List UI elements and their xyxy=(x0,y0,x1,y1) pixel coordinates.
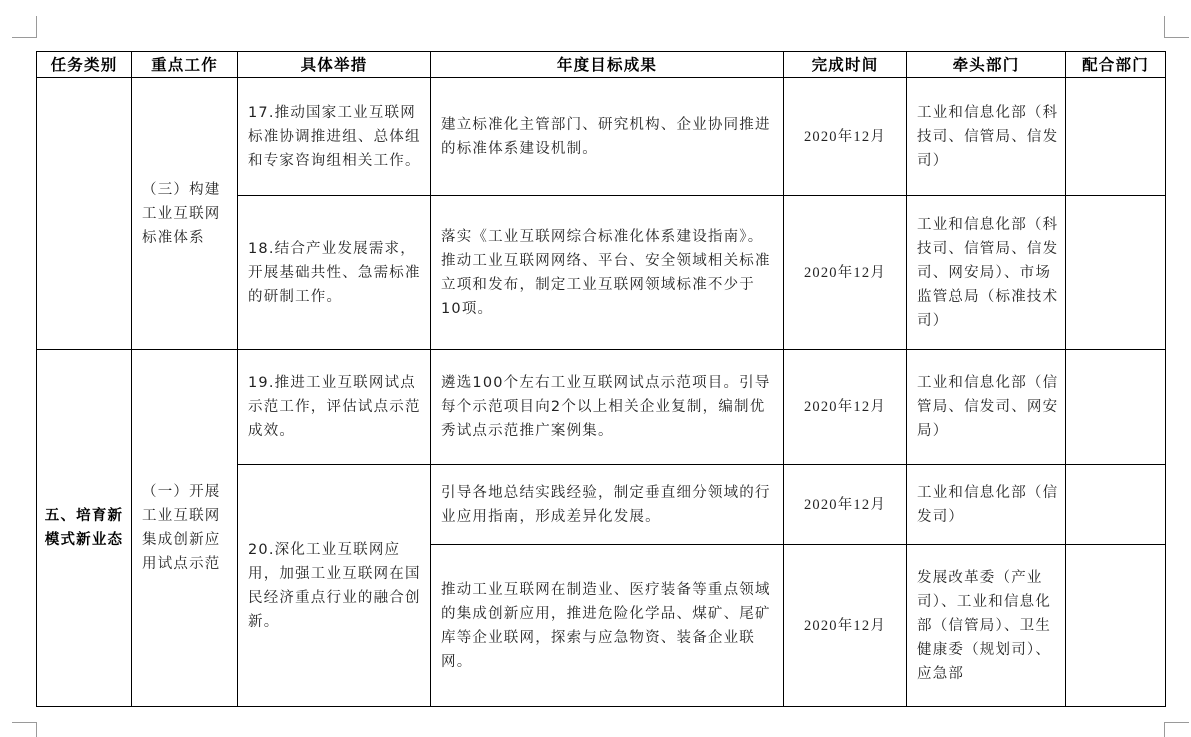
crop-mark-bottom-right-h xyxy=(1164,722,1189,723)
header-coop: 配合部门 xyxy=(1066,52,1166,78)
time-cell: 2020年12月 xyxy=(784,545,907,707)
lead-cell: 工业和信息化部（科技司、信管局、信发司） xyxy=(907,78,1066,196)
lead-cell: 工业和信息化部（信发司） xyxy=(907,465,1066,545)
measure-cell: 18.结合产业发展需求，开展基础共性、急需标准的研制工作。 xyxy=(238,196,431,350)
time-cell: 2020年12月 xyxy=(784,78,907,196)
header-time: 完成时间 xyxy=(784,52,907,78)
coop-cell xyxy=(1066,545,1166,707)
time-cell: 2020年12月 xyxy=(784,196,907,350)
header-row xyxy=(37,52,1166,78)
goal-cell: 建立标准化主管部门、研究机构、企业协同推进的标准体系建设机制。 xyxy=(431,78,784,196)
goal-cell: 推动工业互联网在制造业、医疗装备等重点领域的集成创新应用，推进危险化学品、煤矿、尾矿库等企业联网，探索与应急物资、装备企业联网。 xyxy=(431,545,784,707)
coop-cell xyxy=(1066,78,1166,196)
measure-cell: 17.推动国家工业互联网标准协调推进组、总体组和专家咨询组相关工作。 xyxy=(238,78,431,196)
lead-cell: 发展改革委（产业司）、工业和信息化部（信管局）、卫生健康委（规划司）、应急部 xyxy=(907,545,1066,707)
crop-mark-top-right-v xyxy=(1164,16,1165,38)
measure-cell: 19.推进工业互联网试点示范工作，评估试点示范成效。 xyxy=(238,350,431,465)
coop-cell xyxy=(1066,350,1166,465)
header-measure: 具体举措 xyxy=(238,52,431,78)
crop-mark-bottom-right-v xyxy=(1164,722,1165,737)
goal-cell: 落实《工业互联网综合标准化体系建设指南》。推动工业互联网网络、平台、安全领域相关标准立项和发布，制定工业互联网领域标准不少于10项。 xyxy=(431,196,784,350)
time-cell: 2020年12月 xyxy=(784,350,907,465)
task-plan-table xyxy=(36,51,1166,707)
crop-mark-top-left-h xyxy=(12,37,37,38)
crop-mark-top-right-h xyxy=(1164,37,1189,38)
measure-cell: 20.深化工业互联网应用，加强工业互联网在国民经济重点行业的融合创新。 xyxy=(238,465,431,707)
time-cell: 2020年12月 xyxy=(784,465,907,545)
crop-mark-top-left-v xyxy=(36,16,37,38)
goal-cell: 引导各地总结实践经验，制定垂直细分领域的行业应用指南，形成差异化发展。 xyxy=(431,465,784,545)
table-row xyxy=(37,78,1166,196)
focus-cell: （一）开展工业互联网集成创新应用试点示范 xyxy=(132,350,238,707)
coop-cell xyxy=(1066,196,1166,350)
header-focus: 重点工作 xyxy=(132,52,238,78)
focus-cell: （三）构建工业互联网标准体系 xyxy=(132,78,238,350)
category-cell: 五、培育新模式新业态 xyxy=(37,350,132,707)
crop-mark-bottom-left-h xyxy=(12,722,37,723)
table-row xyxy=(37,350,1166,465)
goal-cell: 遴选100个左右工业互联网试点示范项目。引导每个示范项目向2个以上相关企业复制，编制优秀试点示范推广案例集。 xyxy=(431,350,784,465)
header-goal: 年度目标成果 xyxy=(431,52,784,78)
header-category: 任务类别 xyxy=(37,52,132,78)
category-cell xyxy=(37,78,132,350)
coop-cell xyxy=(1066,465,1166,545)
lead-cell: 工业和信息化部（信管局、信发司、网安局） xyxy=(907,350,1066,465)
crop-mark-bottom-left-v xyxy=(36,722,37,737)
lead-cell: 工业和信息化部（科技司、信管局、信发司、网安局）、市场监管总局（标准技术司） xyxy=(907,196,1066,350)
header-lead: 牵头部门 xyxy=(907,52,1066,78)
